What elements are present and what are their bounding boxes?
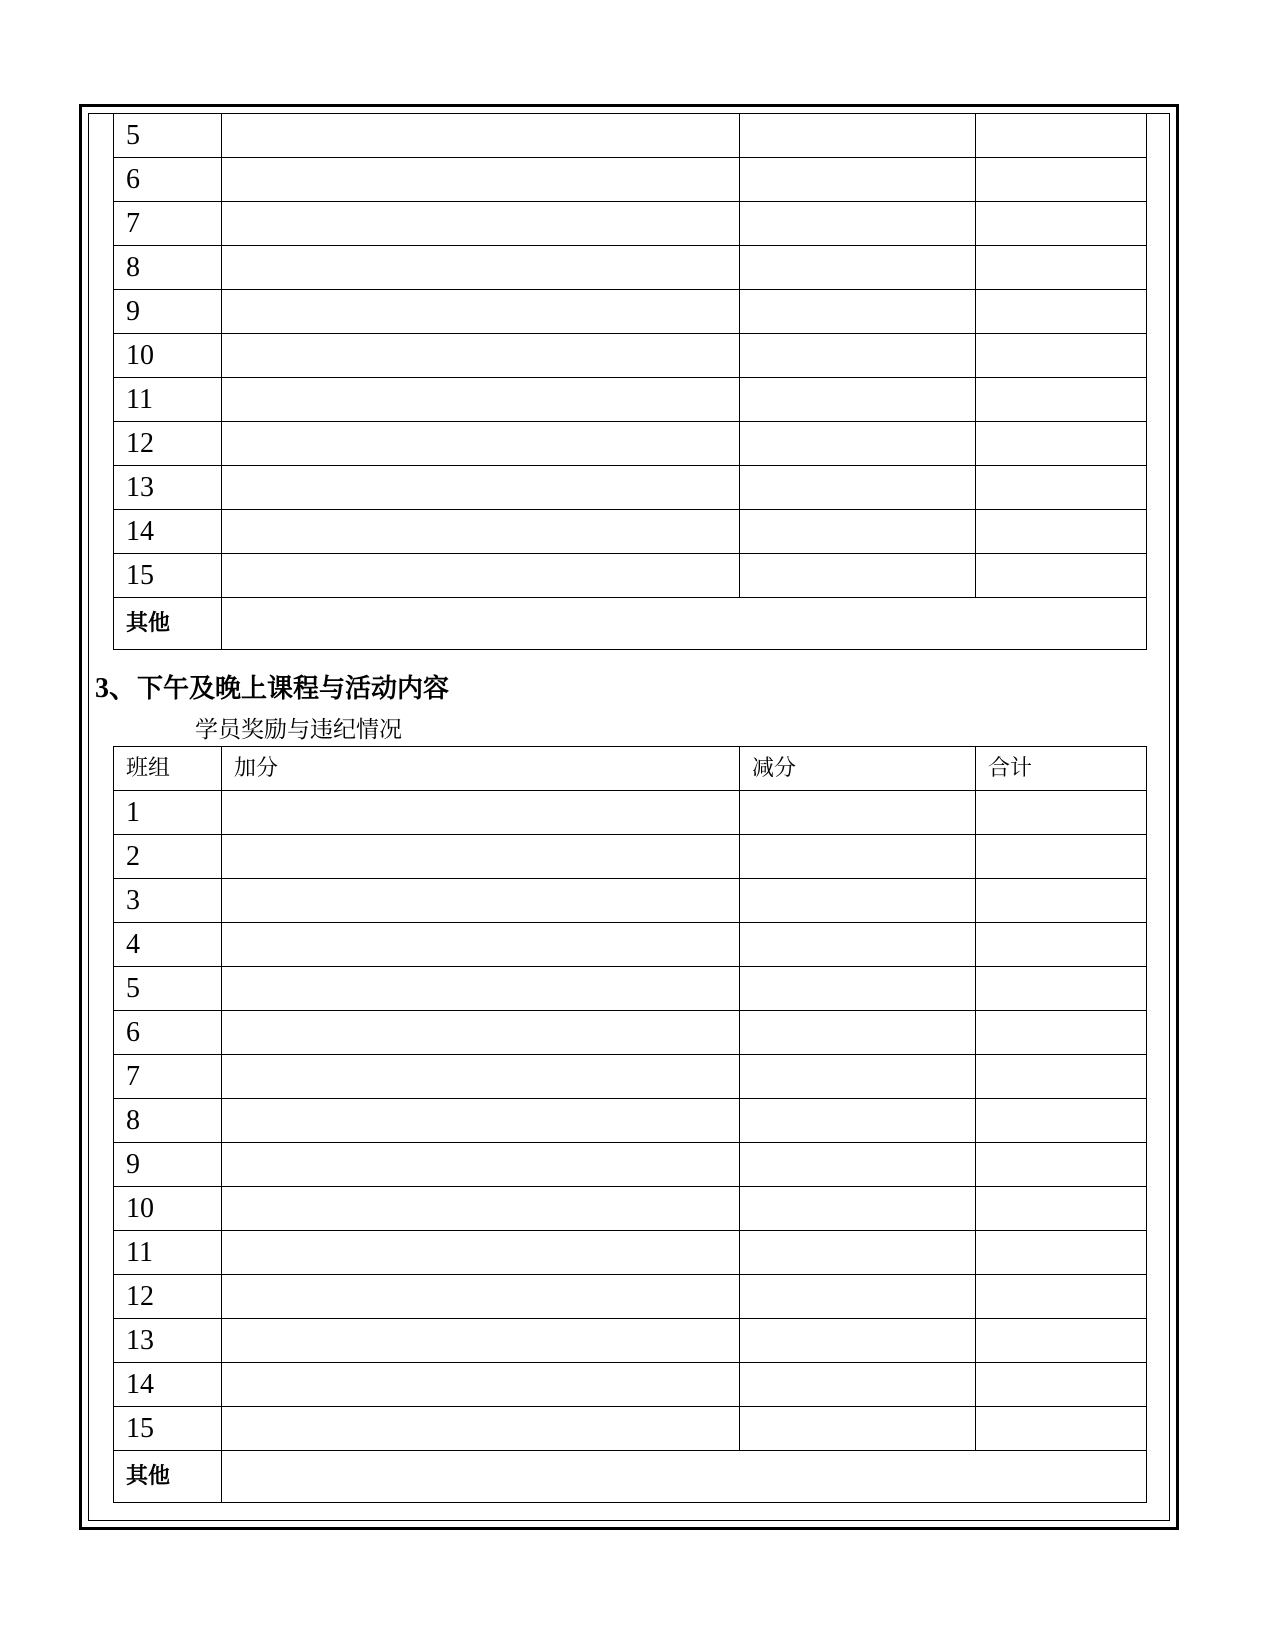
deduct-points-cell[interactable] (740, 1407, 976, 1451)
total-cell[interactable] (976, 554, 1147, 598)
add-points-cell[interactable] (222, 290, 740, 334)
table-row (114, 378, 1147, 422)
total-cell[interactable] (976, 290, 1147, 334)
deduct-points-cell[interactable] (740, 422, 976, 466)
total-cell[interactable] (976, 378, 1147, 422)
table-row (114, 1275, 1147, 1319)
add-points-cell[interactable] (222, 466, 740, 510)
deduct-points-cell[interactable] (740, 791, 976, 835)
deduct-points-cell[interactable] (740, 1231, 976, 1275)
total-cell[interactable] (976, 1231, 1147, 1275)
table-row (114, 114, 1147, 158)
table-row (114, 422, 1147, 466)
total-cell[interactable] (976, 1275, 1147, 1319)
table-row (114, 879, 1147, 923)
total-cell[interactable] (976, 1407, 1147, 1451)
table-row (114, 246, 1147, 290)
total-cell[interactable] (976, 246, 1147, 290)
group-number-cell: 12 (114, 422, 222, 466)
deduct-points-cell[interactable] (740, 1011, 976, 1055)
add-points-cell[interactable] (222, 791, 740, 835)
deduct-points-cell[interactable] (740, 1187, 976, 1231)
deduct-points-cell[interactable] (740, 334, 976, 378)
group-number-cell: 9 (114, 290, 222, 334)
add-points-cell[interactable] (222, 1187, 740, 1231)
table-row (114, 290, 1147, 334)
group-number-cell: 5 (114, 967, 222, 1011)
add-points-cell[interactable] (222, 1055, 740, 1099)
deduct-points-cell[interactable] (740, 466, 976, 510)
deduct-points-cell[interactable] (740, 1275, 976, 1319)
group-number-cell: 7 (114, 202, 222, 246)
header-group: 班组 (114, 747, 222, 791)
add-points-cell[interactable] (222, 158, 740, 202)
add-points-cell[interactable] (222, 1011, 740, 1055)
deduct-points-cell[interactable] (740, 1099, 976, 1143)
add-points-cell[interactable] (222, 114, 740, 158)
deduct-points-cell[interactable] (740, 923, 976, 967)
deduct-points-cell[interactable] (740, 290, 976, 334)
total-cell[interactable] (976, 1099, 1147, 1143)
table-row (114, 967, 1147, 1011)
deduct-points-cell[interactable] (740, 202, 976, 246)
group-number-cell: 10 (114, 334, 222, 378)
group-number-cell: 15 (114, 554, 222, 598)
add-points-cell[interactable] (222, 1407, 740, 1451)
other-notes-cell[interactable] (222, 1451, 1147, 1503)
total-cell[interactable] (976, 1011, 1147, 1055)
add-points-cell[interactable] (222, 1231, 740, 1275)
deduct-points-cell[interactable] (740, 879, 976, 923)
section-heading (95, 666, 449, 706)
table-row (114, 334, 1147, 378)
group-number-cell: 12 (114, 1275, 222, 1319)
add-points-cell[interactable] (222, 202, 740, 246)
total-cell[interactable] (976, 1143, 1147, 1187)
total-cell[interactable] (976, 923, 1147, 967)
header-row (114, 747, 1147, 791)
total-cell[interactable] (976, 334, 1147, 378)
add-points-cell[interactable] (222, 879, 740, 923)
table-row (114, 1319, 1147, 1363)
table-row (114, 1099, 1147, 1143)
add-points-cell[interactable] (222, 1275, 740, 1319)
group-number-cell: 14 (114, 510, 222, 554)
group-number-cell: 8 (114, 246, 222, 290)
table-row (114, 1231, 1147, 1275)
group-number-cell: 3 (114, 879, 222, 923)
table-row (114, 791, 1147, 835)
group-number-cell: 2 (114, 835, 222, 879)
add-points-cell[interactable] (222, 334, 740, 378)
deduct-points-cell[interactable] (740, 378, 976, 422)
add-points-cell[interactable] (222, 246, 740, 290)
add-points-cell[interactable] (222, 378, 740, 422)
other-notes-cell[interactable] (222, 598, 1147, 650)
total-cell[interactable] (976, 791, 1147, 835)
group-number-cell: 5 (114, 114, 222, 158)
total-cell[interactable] (976, 879, 1147, 923)
deduct-points-cell[interactable] (740, 510, 976, 554)
table-row (114, 466, 1147, 510)
reward-discipline-table (113, 746, 1147, 1503)
group-number-cell: 11 (114, 378, 222, 422)
deduct-points-cell[interactable] (740, 1363, 976, 1407)
table-row (114, 554, 1147, 598)
add-points-cell[interactable] (222, 967, 740, 1011)
other-row (114, 1451, 1147, 1503)
add-points-cell[interactable] (222, 835, 740, 879)
table-row (114, 1187, 1147, 1231)
deduct-points-cell[interactable] (740, 158, 976, 202)
total-cell[interactable] (976, 466, 1147, 510)
group-number-cell: 13 (114, 1319, 222, 1363)
header-add-points: 加分 (222, 747, 740, 791)
total-cell[interactable] (976, 1055, 1147, 1099)
total-cell[interactable] (976, 422, 1147, 466)
table-row (114, 158, 1147, 202)
total-cell[interactable] (976, 158, 1147, 202)
deduct-points-cell[interactable] (740, 1319, 976, 1363)
table-row (114, 1143, 1147, 1187)
group-number-cell: 6 (114, 158, 222, 202)
total-cell[interactable] (976, 1187, 1147, 1231)
table-row (114, 202, 1147, 246)
group-number-cell: 7 (114, 1055, 222, 1099)
total-cell[interactable] (976, 1363, 1147, 1407)
header-total: 合计 (976, 747, 1147, 791)
total-cell[interactable] (976, 114, 1147, 158)
group-number-cell: 1 (114, 791, 222, 835)
table-caption: 学员奖励与违纪情况 (195, 717, 402, 743)
total-cell[interactable] (976, 835, 1147, 879)
deduct-points-cell[interactable] (740, 1055, 976, 1099)
header-deduct-points: 减分 (740, 747, 976, 791)
group-number-cell: 9 (114, 1143, 222, 1187)
group-number-cell: 4 (114, 923, 222, 967)
add-points-cell[interactable] (222, 1319, 740, 1363)
add-points-cell[interactable] (222, 1363, 740, 1407)
group-number-cell: 8 (114, 1099, 222, 1143)
other-label: 其他 (114, 598, 222, 650)
total-cell[interactable] (976, 510, 1147, 554)
table-row (114, 923, 1147, 967)
deduct-points-cell[interactable] (740, 554, 976, 598)
section-title: 下午及晚上课程与活动内容 (137, 674, 450, 704)
table-row (114, 1055, 1147, 1099)
add-points-cell[interactable] (222, 422, 740, 466)
table-row (114, 1363, 1147, 1407)
group-number-cell: 6 (114, 1011, 222, 1055)
table-row (114, 1011, 1147, 1055)
total-cell[interactable] (976, 967, 1147, 1011)
section-number: 3、 (95, 673, 138, 704)
add-points-cell[interactable] (222, 1143, 740, 1187)
table-row (114, 835, 1147, 879)
add-points-cell[interactable] (222, 554, 740, 598)
total-cell[interactable] (976, 202, 1147, 246)
group-number-cell: 15 (114, 1407, 222, 1451)
add-points-cell[interactable] (222, 1099, 740, 1143)
group-number-cell: 13 (114, 466, 222, 510)
deduct-points-cell[interactable] (740, 246, 976, 290)
add-points-cell[interactable] (222, 510, 740, 554)
deduct-points-cell[interactable] (740, 967, 976, 1011)
group-number-cell: 10 (114, 1187, 222, 1231)
table-row (114, 1407, 1147, 1451)
total-cell[interactable] (976, 1319, 1147, 1363)
other-label: 其他 (114, 1451, 222, 1503)
table-row (114, 510, 1147, 554)
add-points-cell[interactable] (222, 923, 740, 967)
score-table-continued (113, 113, 1147, 650)
group-number-cell: 11 (114, 1231, 222, 1275)
group-number-cell: 14 (114, 1363, 222, 1407)
deduct-points-cell[interactable] (740, 1143, 976, 1187)
other-row (114, 598, 1147, 650)
deduct-points-cell[interactable] (740, 114, 976, 158)
deduct-points-cell[interactable] (740, 835, 976, 879)
